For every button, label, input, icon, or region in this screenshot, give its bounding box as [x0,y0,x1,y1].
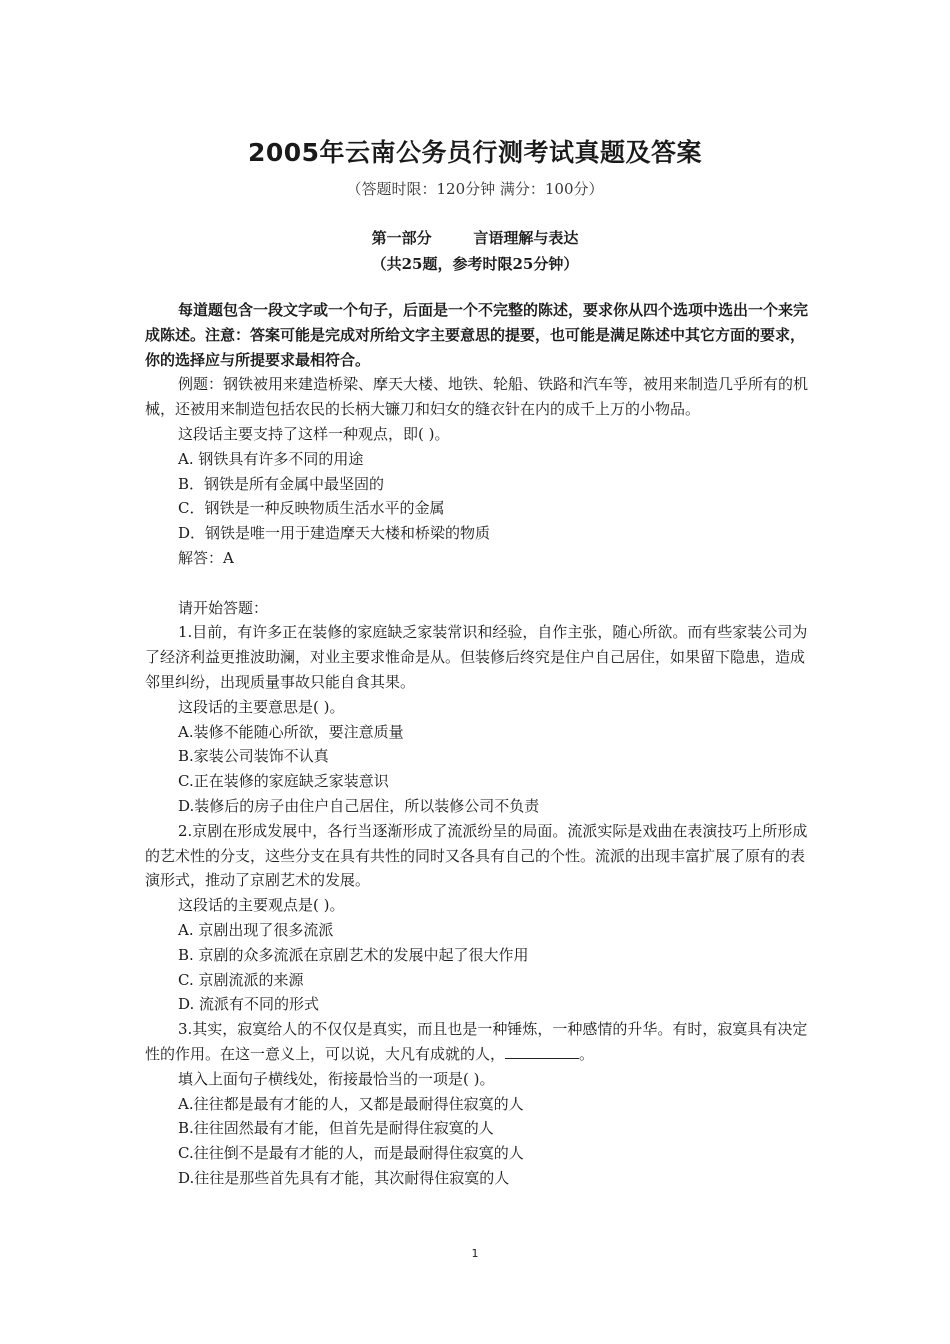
page-number: 1 [471,1247,479,1260]
document-body [145,298,808,1191]
question-1-option-c: C.正在装修的家庭缺乏家装意识 [178,772,389,791]
question-3-passage-text: 3.其实，寂寞给人的不仅仅是真实，而且也是一种锤炼，一种感情的升华。有时，寂寞具有决定性的作用。在这一意义上，可以说，大凡有成就的人， [145,1020,808,1063]
question-1-stem: 这段话的主要意思是( )。 [178,697,345,716]
question-1-passage: 1.目前，有许多正在装修的家庭缺乏家装常识和经验，自作主张，随心所欲。而有些家装公司为了经济利益更推波助澜，对业主要求惟命是从。但装修后终究是住户自己居住，如果留下隐患，造成邻里纠纷，出现质量事故只能自食其果。 [145,623,808,691]
question-2-option-d: D. 流派有不同的形式 [178,995,320,1014]
question-2-option-c: C. 京剧流派的来源 [178,970,304,989]
question-2-option-a: A. 京剧出现了很多流派 [178,920,334,939]
fill-in-blank [505,1044,579,1059]
question-1-option-d: D.装修后的房子由住户自己居住，所以装修公司不负责 [178,796,540,815]
example-question: 这段话主要支持了这样一种观点，即( )。 [178,424,450,443]
example-option-c: C．钢铁是一种反映物质生活水平的金属 [178,499,445,518]
example-option-a: A. 钢铁具有许多不同的用途 [178,449,364,468]
example-option-d: D．钢铁是唯一用于建造摩天大楼和桥梁的物质 [178,524,491,543]
exam-info: （答题时限：120分钟 满分：100分） [346,180,604,198]
question-3-option-b: B.往往固然最有才能，但首先是耐得住寂寞的人 [178,1119,494,1138]
document-title: 2005年云南公务员行测考试真题及答案 [247,138,703,167]
question-3-passage [145,1017,808,1067]
question-2-passage: 2.京剧在形成发展中，各行当逐渐形成了流派纷呈的局面。流派实际是戏曲在表演技巧上所形成的艺术性的分支，这些分支在具有共性的同时又各具有自己的个性。流派的出现丰富扩展了原有的表演形式，推动了京剧艺术的发展。 [145,821,808,890]
question-2-stem: 这段话的主要观点是( )。 [178,896,345,915]
instructions: 每道题包含一段文字或一个句子，后面是一个不完整的陈述，要求你从四个选项中选出一个来完成陈述。注意：答案可能是完成对所给文字主要意思的提要，也可能是满足陈述中其它方面的要求，你的选择应与所提要求最相符合。 [145,301,809,369]
question-1-option-a: A.装修不能随心所欲，要注意质量 [178,722,404,741]
question-3-option-a: A.往往都是最有才能的人，又都是最耐得住寂寞的人 [178,1094,524,1113]
section-heading: 第一部分 言语理解与表达 [371,229,579,247]
question-3-passage-end: 。 [579,1044,595,1063]
example-passage: 例题：钢铁被用来建造桥梁、摩天大楼、地铁、轮船、铁路和汽车等，被用来制造几乎所有的机械，还被用来制造包括农民的长柄大镰刀和妇女的缝衣针在内的成千上万的小物品。 [145,375,809,419]
section-subheading: （共25题，参考时限25分钟） [371,255,579,273]
question-3-stem: 填入上面句子横线处，衔接最恰当的一项是( )。 [178,1069,495,1088]
spacer [145,571,808,596]
question-1-option-b: B.家装公司装饰不认真 [178,747,329,766]
question-3-option-d: D.往往是那些首先具有才能，其次耐得住寂寞的人 [178,1168,510,1187]
question-2-option-b: B. 京剧的众多流派在京剧艺术的发展中起了很大作用 [178,945,529,964]
question-3-option-c: C.往往倒不是最有才能的人，而是最耐得住寂寞的人 [178,1144,524,1163]
example-option-b: B．钢铁是所有金属中最坚固的 [178,474,385,493]
example-answer: 解答：A [178,548,234,567]
start-prompt: 请开始答题： [178,598,269,617]
